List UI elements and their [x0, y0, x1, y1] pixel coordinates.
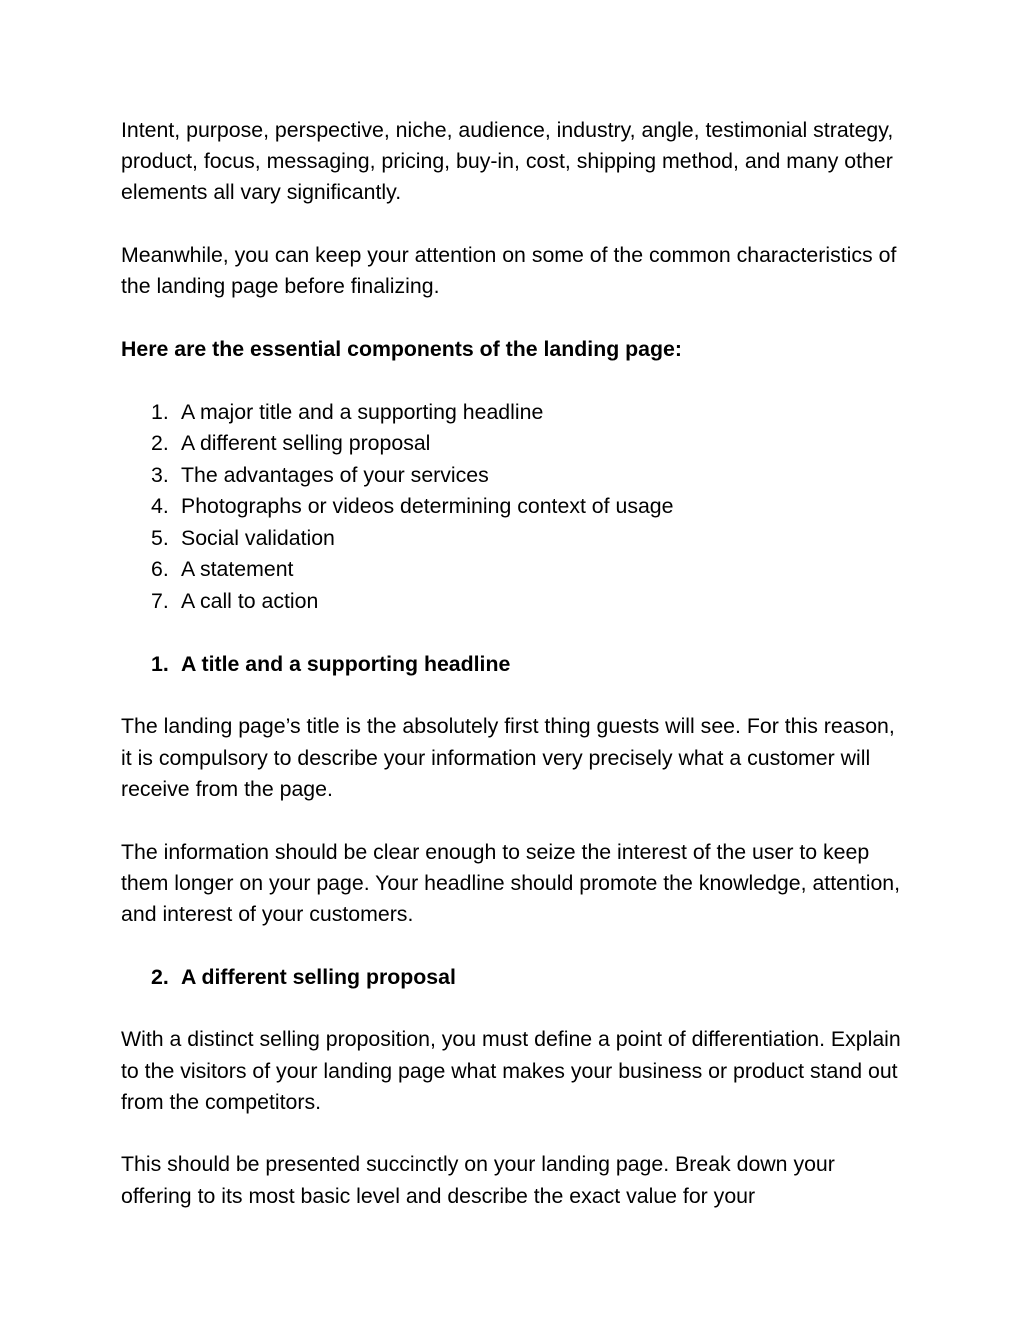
section-1-title: A title and a supporting headline — [181, 651, 511, 676]
list-item — [121, 523, 911, 555]
section-1-paragraph-1: The landing page’s title is the absolutely first thing guests will see. For this reason, it is compulsory to describe your information very precisely what a customer will receive from the page. — [121, 714, 895, 801]
section-2-paragraph-1: With a distinct selling proposition, you must define a point of differentiation. Explain to the visitors of your landing page what makes your business or product stand out from the competitors. — [121, 1027, 901, 1114]
list-item — [121, 397, 911, 429]
section-1-paragraph-2: The information should be clear enough to seize the interest of the user to keep them longer on your page. Your headline should promote the knowledge, attention, and interest of your customers. — [121, 839, 901, 926]
section-2-heading — [121, 962, 911, 993]
list-item-text: Social validation — [181, 525, 335, 550]
list-item-number: 3. — [151, 462, 169, 487]
list-item-number: 6. — [151, 557, 169, 582]
meanwhile-paragraph: Meanwhile, you can keep your attention on some of the common characteristics of the landing page before finalizing. — [121, 243, 897, 299]
section-1-heading — [121, 649, 911, 680]
list-item-number: 2. — [151, 431, 169, 456]
section-2-paragraph-2: This should be presented succinctly on your landing page. Break down your offering to its most basic level and describe the exact value for your — [121, 1152, 835, 1208]
list-item — [121, 554, 911, 586]
list-item-text: Photographs or videos determining context of usage — [181, 494, 674, 519]
section-2-title: A different selling proposal — [181, 964, 456, 989]
section-1-number: 1. — [151, 651, 169, 676]
list-item — [121, 586, 911, 618]
intro-paragraph: Intent, purpose, perspective, niche, audience, industry, angle, testimonial strategy, product, focus, messaging, pricing, buy-in, cost, shipping method, and many other elements all vary significantly. — [121, 118, 894, 205]
list-item-number: 5. — [151, 525, 169, 550]
essentials-heading: Here are the essential components of the landing page: — [121, 337, 682, 362]
list-item-text: A call to action — [181, 588, 319, 613]
list-item-text: A statement — [181, 557, 294, 582]
list-item-number: 4. — [151, 494, 169, 519]
list-item-text: A different selling proposal — [181, 431, 431, 456]
page-content — [121, 115, 911, 1243]
list-item-number: 1. — [151, 399, 169, 424]
list-item — [121, 460, 911, 492]
section-2-number: 2. — [151, 964, 169, 989]
list-item — [121, 428, 911, 460]
list-item-text: A major title and a supporting headline — [181, 399, 544, 424]
list-item-number: 7. — [151, 588, 169, 613]
list-item — [121, 491, 911, 523]
list-item-text: The advantages of your services — [181, 462, 489, 487]
components-list — [121, 397, 911, 618]
